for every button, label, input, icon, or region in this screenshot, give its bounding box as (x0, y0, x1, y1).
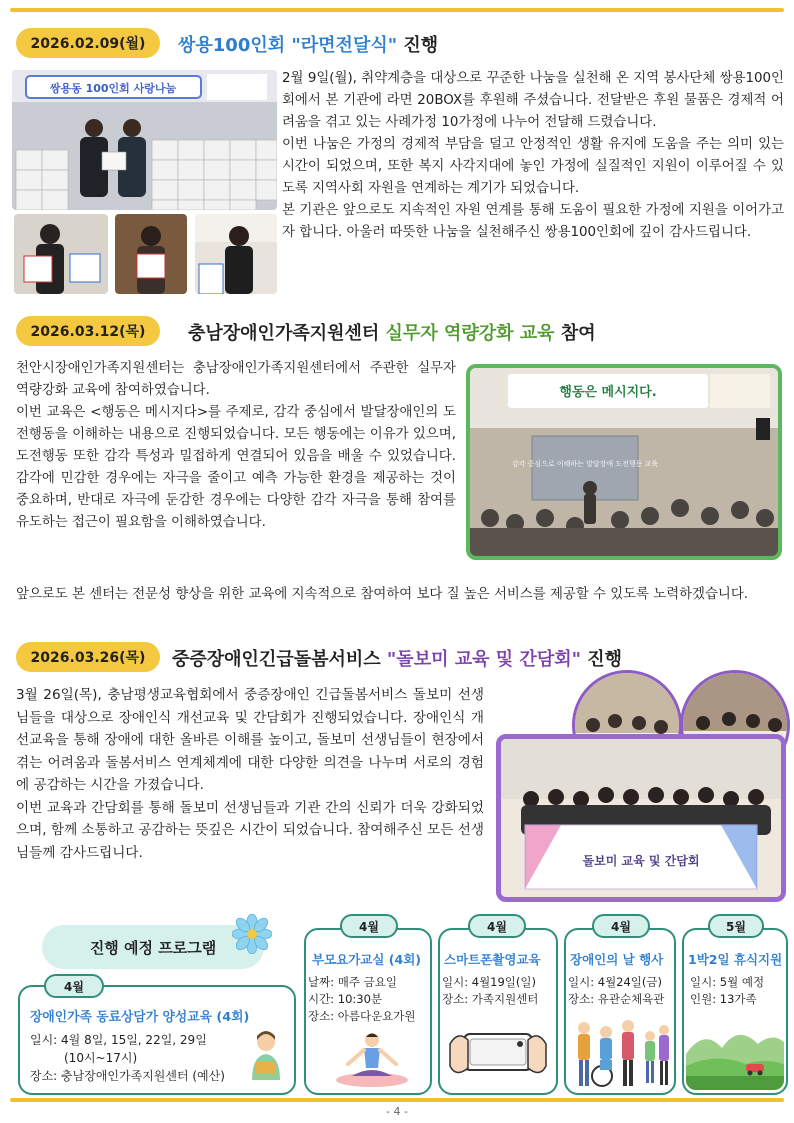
paragraph: 3월 26일(목), 충남평생교육협회에서 중증장애인 긴급돌봄서비스 돌보미 선생님들을 대상으로 장애인식 개선교육 및 간담회가 진행되었습니다. 장애인식 개선교육을 통해 장애에 대한 올바른 이해를 높이고, 돌보미 선생님들이 현장에서 겪는 어려움과 돌봄서비스 연계체계에 대한 다양한 의견을 나누며 서로의 경험에 공감하는 시간을 가졌습니다. (16, 687, 484, 793)
people-group-icon (570, 1016, 670, 1090)
title-part: 진행 (397, 35, 439, 56)
card-line: 인원: 13가족 (690, 992, 757, 1006)
landscape-icon (686, 1014, 784, 1090)
card-line: 시간: 10:30분 (308, 992, 382, 1006)
donation-photo-small (195, 214, 277, 294)
month-tag: 4월 (340, 914, 398, 938)
paragraph: 천안시장애인가족지원센터는 충남장애인가족지원센터에서 주관한 실무자 역량강화 교육에 참여하였습니다. (16, 361, 456, 398)
section-body (16, 684, 484, 864)
donation-photo (12, 70, 277, 210)
paragraph: 이번 교육과 간담회를 통해 돌보미 선생님들과 기관 간의 신뢰가 더욱 강화되었으며, 함께 소통하고 공감하는 뜻깊은 시간이 되었습니다. 참여해주신 모든 선생님들께 감사드립니다. (16, 799, 484, 861)
card-line: 장소: 충남장애인가족지원센터 (예산) (30, 1069, 225, 1083)
banner-text: 행동은 메시지다. (559, 385, 657, 400)
paragraph: 2월 9일(월), 취약계층을 대상으로 꾸준한 나눔을 실천해 온 지역 봉사단체 쌍용100인회에서 본 기관에 라면 20BOX를 후원해 주셨습니다. 전달받은 후원 물품은 경제적 어려움을 겪고 있는 사례가정 10가정에 나누어 전달해 드렸습니다. (282, 71, 784, 130)
section-title (172, 645, 622, 671)
banner-text: 쌍용동 100인회 사랑나눔 (49, 82, 177, 95)
title-part: 실무자 역량강화 교육 (385, 323, 555, 344)
card-line: 일시: 4월19일(일) (442, 975, 536, 989)
title-part: 진행 (580, 649, 623, 670)
card-line: 일시: 4월 8일, 15일, 22일, 29일 (30, 1033, 207, 1047)
date-pill: 2026.03.12(목) (16, 316, 160, 346)
section-title (178, 31, 438, 57)
title-part: 쌍용100인회 (178, 35, 292, 56)
paragraph: 앞으로도 본 센터는 전문성 향상을 위한 교육에 지속적으로 참여하여 보다 질 높은 서비스를 제공할 수 있도록 노력하겠습니다. (16, 587, 749, 602)
section-body (282, 68, 784, 244)
card-title: 부모요가교실 (4회) (312, 952, 422, 967)
card-line: (10시~17시) (64, 1051, 138, 1065)
card-title: 스마트폰촬영교육 (444, 952, 541, 967)
programs-heading (42, 925, 264, 969)
training-photo (466, 364, 782, 560)
programs-heading-text: 진행 예정 프로그램 (89, 938, 217, 957)
month-tag: 5월 (708, 914, 764, 938)
paragraph: 이번 나눔은 가정의 경제적 부담을 덜고 안정적인 생활 유지에 도움을 주는 의미 있는 시간이 되었으며, 또한 복지 사각지대에 놓인 가정에 실질적인 지원이 이루어질 수 있도록 지역사회 자원을 연계하는 계기가 되었습니다. (282, 137, 784, 196)
card-line: 장소: 가족지원센터 (442, 992, 539, 1006)
date-pill: 2026.02.09(월) (16, 28, 160, 58)
title-part: 충남장애인가족지원센터 (188, 323, 386, 344)
section-closing (16, 584, 788, 606)
yoga-icon (334, 1030, 410, 1088)
paragraph: 본 기관은 앞으로도 지속적인 자원 연계를 통해 도움이 필요한 가정에 지원을 이어가고자 합니다. 아울러 따뜻한 나눔을 실천해주신 쌍용100인회에 깊이 감사드립니다. (282, 203, 784, 240)
title-part: 참여 (554, 323, 596, 344)
reading-person-icon (244, 1030, 288, 1080)
title-part: "돌보미 교육 및 간담회" (386, 649, 581, 670)
month-tag: 4월 (592, 914, 650, 938)
donation-photo-small (115, 214, 187, 294)
card-title: 1박2일 휴식지원 (688, 952, 783, 967)
section-body (16, 358, 456, 534)
card-title: 장애인의 날 행사 (570, 952, 664, 967)
month-tag: 4월 (44, 974, 104, 998)
meeting-group-photo (496, 734, 786, 902)
top-divider (10, 8, 784, 12)
donation-photo-small (14, 214, 108, 294)
banner-text: 돌보미 교육 및 간담회 (582, 854, 700, 868)
page-number: - 4 - (386, 1105, 408, 1118)
screen-text: 감각 중심으로 이해하는 발달장애 도전행동 교육 (511, 460, 659, 468)
flower-icon (232, 914, 272, 954)
card-line: 장소: 유관순체육관 (568, 992, 665, 1006)
bottom-divider (10, 1098, 784, 1102)
card-line: 일시: 5월 예정 (690, 975, 765, 989)
date-pill: 2026.03.26(목) (16, 642, 160, 672)
section-title (188, 319, 596, 345)
paragraph: 이번 교육은 <행동은 메시지다>를 주제로, 감각 중심에서 발달장애인의 도전행동을 이해하는 내용으로 진행되었습니다. 모든 행동에는 이유가 있으며, 도전행동 또한 감각 특성과 밀접하게 연결되어 있음을 배울 수 있었습니다. 감각에 민감한 경우에는 자극을 줄이고 예측 가능한 환경을 제공하는 것이 중요하며, 반대로 자극에 둔감한 경우에는 다양한 감각 자극을 통해 참여를 유도하는 접근이 필요함을 이해하였습니다. (16, 405, 456, 530)
card-line: 날짜: 매주 금요일 (308, 975, 397, 989)
card-title: 장애인가족 동료상담가 양성교육 (4회) (30, 1010, 250, 1025)
card-line: 장소: 아름다운요가원 (308, 1009, 416, 1023)
title-part: "라면전달식" (291, 35, 398, 56)
title-part: 중증장애인긴급돌봄서비스 (172, 649, 387, 670)
smartphone-hands-icon (444, 1020, 552, 1088)
month-tag: 4월 (468, 914, 526, 938)
card-line: 일시: 4월24일(금) (568, 975, 662, 989)
